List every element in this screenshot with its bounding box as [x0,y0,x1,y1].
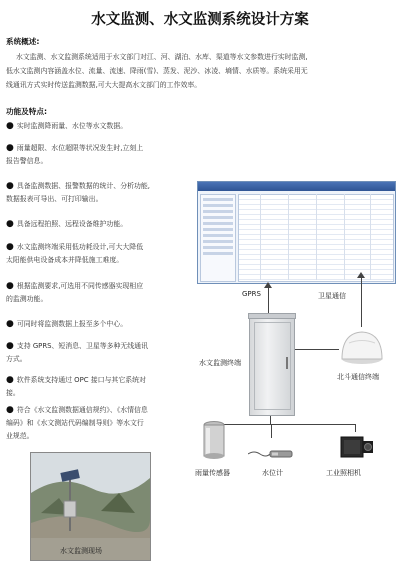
overview-heading: 系统概述: [6,37,40,46]
feature-item-3: ● 具备监测数据、报警数据的统计、分析功能, 数据报表可导出、可打印输出。 [6,181,150,203]
water-level-sensor-icon [248,446,294,462]
page-title: 水文监测、水文监测系统设计方案 [91,11,309,28]
arrow-up-icon [357,272,365,278]
overview-line-2: 低水文监测内容涵盖水位、流量、流速、降雨(雪)、蒸发、泥沙、冰凌、墒情、水质等。系统采用无 [6,67,308,75]
feature-item-6: ● 根据监测要求,可选用不同传感器实现相应 的监测功能。 [6,281,144,303]
camera-label: 工业照相机 [326,469,361,477]
overview-line-3: 线通讯方式实时传送监测数据,可大大提高水文部门的工作效率。 [6,81,202,89]
connector-terminal-bus [270,415,271,424]
bullet-icon: ● [6,375,14,385]
connector-gprs [268,284,269,314]
connector-sensor-bus [213,424,355,425]
beidou-label: 北斗通信终端 [337,373,379,381]
connector-terminal-beidou [293,349,339,350]
feature-item-1: ● 实时监测降雨量、水位等水文数据。 [6,121,128,131]
window-title-bar [198,182,395,191]
bullet-icon: ● [6,219,14,229]
feature-item-9: ● 软件系统支持通过 OPC 接口与其它系统对 接。 [6,375,146,397]
feature-item-5: ● 水文监测终端采用低功耗设计,可大大降低 太阳能供电设备成本并降低施工难度。 [6,242,144,264]
feature-item-7: ● 可同时将监测数据上报至多个中心。 [6,319,128,329]
satellite-label: 卫星通信 [318,292,346,300]
overview-line-1: 水文监测、水文监测系统适用于水文部门对江、河、湖泊、水库、渠道等水文参数进行实时监测, [16,53,308,61]
arrow-up-icon [264,282,272,288]
photo-caption: 水文监测现场 [60,547,102,555]
field-site-photo [30,452,151,561]
feature-item-2: ● 雨量超限、水位超限等状况发生时,立刻上 报告警信息。 [6,143,144,165]
features-heading: 功能及特点: [6,107,48,116]
feature-item-4: ● 具备远程拍照、远程设备维护功能。 [6,219,128,229]
bullet-icon: ● [6,143,14,153]
bullet-icon: ● [6,181,14,191]
bullet-icon: ● [6,341,14,351]
bullet-icon: ● [6,405,14,415]
bullet-icon: ● [6,242,14,252]
software-screenshot [197,181,396,284]
gprs-label: GPRS [242,290,261,298]
bullet-icon: ● [6,121,14,131]
rain-gauge-icon [202,420,226,460]
bullet-icon: ● [6,319,14,329]
feature-item-8: ● 支持 GPRS、短消息、卫星等多种无线通讯 方式。 [6,341,148,363]
beidou-terminal-icon [339,329,385,365]
bullet-icon: ● [6,281,14,291]
rain-sensor-label: 雨量传感器 [195,469,230,477]
connector-satellite [361,275,362,327]
terminal-cabinet-icon [249,316,295,416]
water-level-label: 水位计 [262,469,283,477]
screenshot-sidebar [200,194,236,282]
terminal-label: 水文监测终端 [199,359,241,367]
feature-item-10: ● 符合《水文监测数据通信规约》、《水情信息 编码》和《水文测站代码编制导则》等水文行 业规范。 [6,405,148,440]
industrial-camera-icon [340,434,374,460]
